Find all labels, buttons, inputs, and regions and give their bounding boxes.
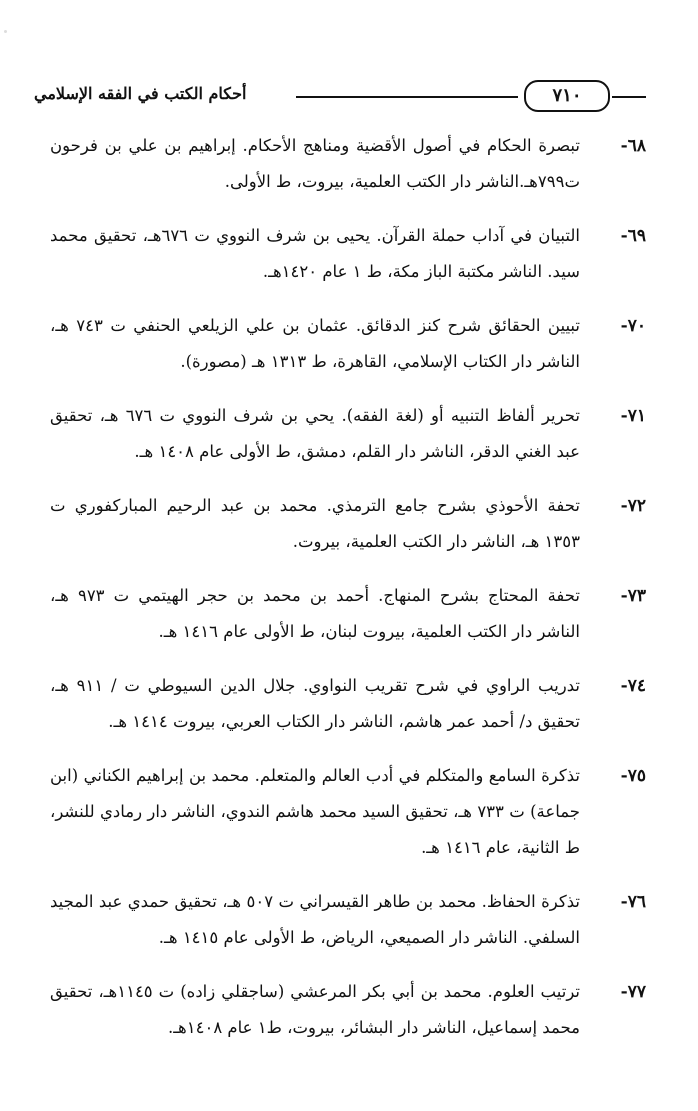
entry-number: ٧٠-	[620, 316, 646, 336]
bibliography-entry	[50, 758, 646, 866]
entry-text: تحفة المحتاج بشرح المنهاج. أحمد بن محمد بن حجر الهيتمي ت ٩٧٣ هـ، الناشر دار الكتب العلمية، بيروت لبنان، ط الأولى عام ١٤١٦ هـ.	[50, 586, 581, 641]
bibliography-entry	[50, 218, 646, 290]
bibliography-entry	[50, 668, 646, 740]
entry-text: تبصرة الحكام في أصول الأقضية ومناهج الأحكام. إبراهيم بن علي بن فرحون ت٧٩٩هـ.الناشر دار الكتب العلمية، بيروت، ط الأولى.	[50, 136, 580, 191]
bibliography-entry	[50, 974, 646, 1046]
entry-text: تذكرة الحفاظ. محمد بن طاهر القيسراني ت ٥٠٧ هـ، تحقيق حمدي عبد المجيد السلفي. الناشر دار الصميعي، الرياض، ط الأولى عام ١٤١٥ هـ.	[50, 892, 581, 947]
bibliography-entry	[50, 308, 646, 380]
bibliography-entry	[50, 398, 646, 470]
entry-text: التبيان في آداب حملة القرآن. يحيى بن شرف النووي ت ٦٧٦هـ، تحقيق محمد سيد. الناشر مكتبة الباز مكة، ط ١ عام ١٤٢٠هـ.	[50, 226, 580, 281]
entry-number: ٧٥-	[620, 766, 646, 786]
entry-text: تذكرة السامع والمتكلم في أدب العالم والمتعلم. محمد بن إبراهيم الكناني (ابن جماعة) ت ٧٣٣ هـ، تحقيق السيد محمد هاشم الندوي، الناشر دار رمادي للنشر، ط الثانية، عام ١٤١٦ هـ.	[50, 766, 580, 857]
book-title: أحكام الكتب في الفقه الإسلامي	[34, 84, 247, 103]
entry-number: ٧٢-	[620, 496, 646, 516]
bibliography-entry	[50, 488, 646, 560]
entry-number: ٧٦-	[620, 892, 646, 912]
entry-text: ترتيب العلوم. محمد بن أبي بكر المرعشي (ساجقلي زاده) ت ١١٤٥هـ، تحقيق محمد إسماعيل، الناشر دار البشائر، بيروت، ط١ عام ١٤٠٨هـ.	[50, 982, 581, 1037]
entry-number: ٧٧-	[620, 982, 646, 1002]
bibliography-entry	[50, 578, 646, 650]
entry-text: تبيين الحقائق شرح كنز الدقائق. عثمان بن علي الزيلعي الحنفي ت ٧٤٣ هـ، الناشر دار الكتاب الإسلامي، القاهرة، ط ١٣١٣ هـ (مصورة).	[50, 316, 581, 371]
entry-number: ٧٣-	[620, 586, 646, 606]
entry-text: تدريب الراوي في شرح تقريب النواوي. جلال الدين السيوطي ت / ٩١١ هـ، تحقيق د/ أحمد عمر هاشم، الناشر دار الكتاب العربي، بيروت ١٤١٤ هـ.	[50, 676, 581, 731]
entry-number: ٦٩-	[620, 226, 646, 246]
bibliography-entry	[50, 884, 646, 956]
bibliography-entry	[50, 128, 646, 200]
entry-text: تحفة الأحوذي بشرح جامع الترمذي. محمد بن عبد الرحيم المباركفوري ت ١٣٥٣ هـ، الناشر دار الكتب العلمية، بيروت.	[50, 496, 580, 551]
entry-number: ٧١-	[620, 406, 646, 426]
entry-number: ٧٤-	[620, 676, 646, 696]
header-rule-left	[296, 96, 518, 98]
running-header	[34, 76, 646, 116]
scan-speck	[4, 30, 7, 33]
entry-text: تحرير ألفاظ التنبيه أو (لغة الفقه). يحي بن شرف النووي ت ٦٧٦ هـ، تحقيق عبد الغني الدقر، الناشر دار القلم، دمشق، ط الأولى عام ١٤٠٨ هـ.	[50, 406, 580, 461]
header-rule-right	[612, 96, 646, 98]
page-number: ٧١٠	[524, 80, 610, 112]
entry-number: ٦٨-	[620, 136, 646, 156]
bibliography-list	[50, 128, 646, 1064]
